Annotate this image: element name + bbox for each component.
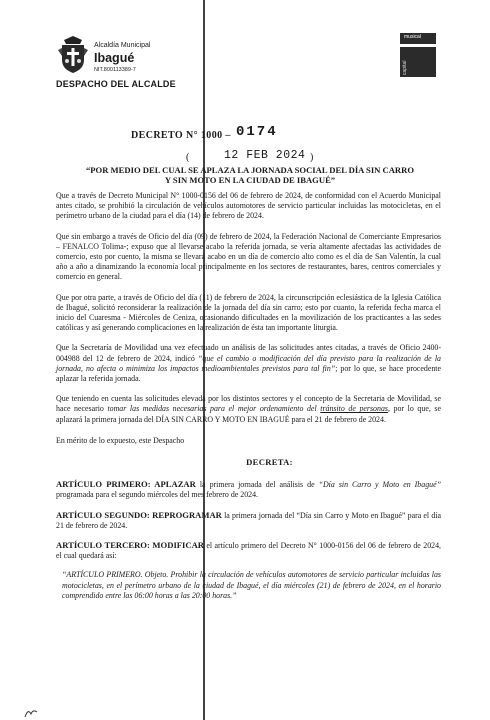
office-heading: DESPACHO DEL ALCALDE	[56, 79, 176, 89]
article-label: ARTÍCULO PRIMERO: APLAZAR	[56, 479, 196, 490]
recital-paragraph: Que por otra parte, a través de Oficio del día (11) de febrero de 2024, la circunscripción eclesiástica de la Iglesia Católica de Ibagué, solicitó reconsiderar la realización de la jornada del día sin carro; esto por cuanto, la referida fecha marca el inicio del Cuaresma - Miércoles de Ceniza, ocasionando dificultades en la movilización de los practicantes a las sedes católicas y así generando complicaciones en la realización de ésta tan importante liturgia.	[56, 292, 441, 333]
recital-quote: “que el cambio o modificación del día previsto para la realización de la jornada, no afecta o minimiza los impactos medioambientales previstos para tal fin”	[56, 353, 441, 373]
merit-line: En mérito de lo expuesto, este Despacho	[56, 435, 185, 445]
badge-vertical-text: capital	[402, 60, 408, 75]
article-text: programada para el segundo miércoles del mes febrero de 2024.	[56, 490, 259, 500]
recital-text: Que teniendo en cuenta las solicitudes elevada por los distintos sectores y el concepto de la Secretaria de Movilidad, se hace necesario	[56, 394, 441, 414]
recital-underlined: tránsito de personas	[320, 404, 388, 414]
article-label: ARTÍCULO SEGUNDO: REPROGRAMAR	[56, 509, 222, 520]
recital-emphasis: tomar las medidas necesarias para el mejor ordenamiento del	[107, 404, 321, 414]
recital-paragraph: Que sin embargo a través de Oficio del día (09) de febrero de 2024, la Federación Nacional de Comerciante Empresarios – FENALCO Tolima-; expuso que al llevarse acabo la referida jornada, se vería altamente afectadas las actividades de comercio, esto por cuento, la misma se llevará acabo en un día de comercio alto como es el día de San Valentín, la cual año a año a dinamizando la economía local principalmente en los sectores de restaurantes, bares, centros comerciales y comercio en general.	[56, 231, 441, 282]
nit-number: NIT.800113389-7	[94, 67, 136, 73]
coat-of-arms-icon	[58, 36, 88, 74]
article-third	[56, 540, 441, 561]
recital-text: Que la Secretaría de Movilidad una vez efectuado un análisis de las solicitudes antes citadas, a través de Oficio 2400-004988 del 12 de febrero de 2024, indicó	[56, 343, 441, 363]
decreta-heading: DECRETA:	[246, 457, 293, 468]
badge-stripe	[400, 44, 436, 47]
decree-body	[56, 191, 441, 601]
recital-text: , por lo que, se aplazará la primera jornada del DÍA SIN CARRO Y MOTO EN IBAGUÉ para el 21 de febrero de 2024.	[56, 404, 441, 424]
decree-label: DECRETO N° 1000 –	[131, 130, 231, 141]
city-name: Ibagué	[94, 51, 135, 65]
article-second	[56, 510, 441, 531]
recital-paragraph-concepto	[56, 394, 441, 425]
badge-top-text: musical	[404, 34, 421, 40]
date-paren-open: (	[186, 152, 190, 163]
article-first	[56, 479, 441, 500]
article-label: ARTÍCULO TERCERO: MODIFICAR	[56, 540, 204, 551]
decree-title	[56, 165, 444, 186]
article-text: el artículo primero del Decreto N° 1000-0156 del 06 de febrero de 2024, el cual quedará así:	[56, 541, 442, 561]
article-italic: “Día sin Carro y Moto en Ibagué”	[318, 480, 441, 490]
article-text: la primera jornada del análisis de	[195, 480, 319, 490]
decree-date-stamp: 12 FEB 2024	[224, 149, 306, 162]
date-paren-close: )	[310, 152, 314, 163]
quoted-article-text: “ARTÍCULO PRIMERO. Objeto. Prohibir la circulación de vehículos automotores de servicio particular incluidas las motocicletas, en el perímetro urbano de la ciudad de Ibagué, el día miércoles (21) de febrero de 2024, en el horario comprendido entre las 06:00 horas a las 20:00 horas.”	[62, 570, 441, 600]
article-text: la primera jornada del “Día sin Carro y Moto en Ibagué” para el día 21 de febrero de 2024.	[56, 510, 441, 530]
institution-label: Alcaldía Municipal	[94, 42, 151, 49]
brand-badge	[400, 33, 436, 77]
decree-title-line-2: Y SIN MOTO EN LA CIUDAD DE IBAGUÉ”	[164, 175, 336, 186]
initials-scribble	[24, 706, 38, 718]
decree-title-line-1: “POR MEDIO DEL CUAL SE APLAZA LA JORNADA SOCIAL DEL DÍA SIN CARRO	[85, 165, 415, 175]
recital-paragraph: Que a través de Decreto Municipal N° 1000-0156 del 06 de febrero de 2024, de conformidad con el Acuerdo Municipal antes citado, se prohibió la circulación de vehículos automotores de servicio particular incluidas las motocicletas, en el perímetro urbano de la ciudad para el día (14) de febrero de 2024.	[56, 191, 441, 221]
recital-paragraph-movilidad	[56, 343, 441, 384]
decree-number-stamp: 0174	[236, 124, 278, 140]
recital-text: ; por lo que, se hace procedente aplazar la referida jornada.	[56, 363, 442, 384]
